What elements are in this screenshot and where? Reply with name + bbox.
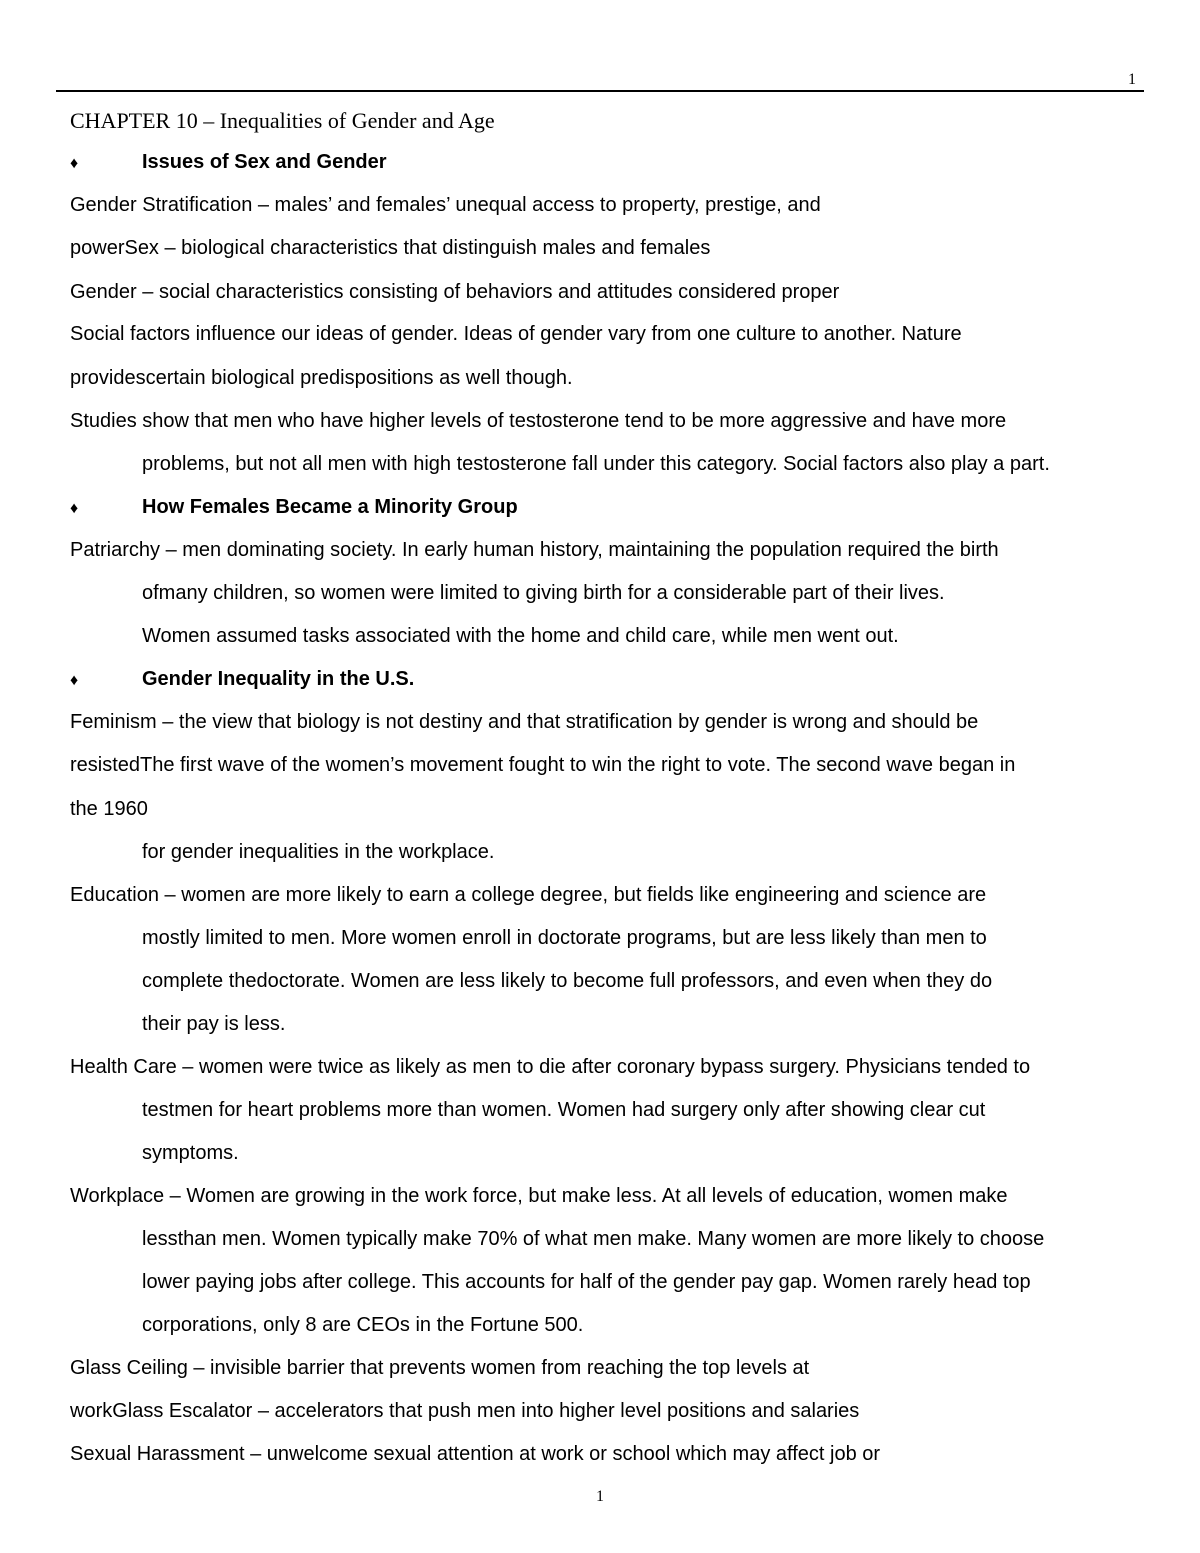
text-line: Glass Ceiling – invisible barrier that prevents women from reaching the top levels at: [70, 1357, 810, 1379]
text-line: corporations, only 8 are CEOs in the Fortune 500.: [142, 1314, 584, 1336]
text-line: Patriarchy – men dominating society. In early human history, maintaining the population required the birth: [70, 539, 999, 561]
text-line: Workplace – Women are growing in the work force, but make less. At all levels of education, women make: [70, 1185, 1008, 1207]
text-line: Education – women are more likely to earn a college degree, but fields like engineering and science are: [70, 884, 987, 906]
text-line: testmen for heart problems more than women. Women had surgery only after showing clear cut: [142, 1099, 986, 1121]
section-heading-gender-inequality-in-the-us: [70, 666, 414, 694]
text-line: Gender – social characteristics consisting of behaviors and attitudes considered proper: [70, 281, 840, 303]
text-line: symptoms.: [142, 1142, 239, 1164]
text-line: workGlass Escalator – accelerators that push men into higher level positions and salaries: [70, 1400, 860, 1422]
header-page-number: 1: [1128, 71, 1136, 88]
diamond-bullet-icon: ♦: [70, 155, 79, 172]
text-line: mostly limited to men. More women enroll in doctorate programs, but are less likely than men to: [142, 927, 987, 949]
text-line: Feminism – the view that biology is not destiny and that stratification by gender is wrong and should be: [70, 711, 979, 733]
text-line: Gender Stratification – males’ and females’ unequal access to property, prestige, and: [70, 194, 821, 216]
text-line: ofmany children, so women were limited to giving birth for a considerable part of their lives.: [142, 582, 945, 604]
text-line: Studies show that men who have higher levels of testosterone tend to be more aggressive and have more: [70, 410, 1007, 432]
text-line: problems, but not all men with high testosterone fall under this category. Social factors also play a part.: [142, 453, 1050, 475]
text-line: resistedThe first wave of the women’s movement fought to win the right to vote. The second wave began in: [70, 754, 1016, 776]
text-line: providescertain biological predispositions as well though.: [70, 367, 573, 389]
header-rule: [56, 90, 1144, 92]
section-heading-how-females-became-a-minority-group: [70, 494, 518, 522]
footer-page-number: 1: [596, 1488, 604, 1505]
text-line: Women assumed tasks associated with the home and child care, while men went out.: [142, 625, 899, 647]
text-line: powerSex – biological characteristics that distinguish males and females: [70, 237, 711, 259]
chapter-title: CHAPTER 10 – Inequalities of Gender and Age: [70, 108, 495, 133]
text-line: lessthan men. Women typically make 70% of what men make. Many women are more likely to choose: [142, 1228, 1045, 1250]
text-line: for gender inequalities in the workplace.: [142, 841, 495, 863]
text-line: complete thedoctorate. Women are less likely to become full professors, and even when they do: [142, 970, 993, 992]
text-line: Sexual Harassment – unwelcome sexual attention at work or school which may affect job or: [70, 1443, 881, 1465]
text-line: Health Care – women were twice as likely as men to die after coronary bypass surgery. Physicians tended to: [70, 1056, 1031, 1078]
text-line: the 1960: [70, 798, 148, 820]
section-heading-issues-of-sex-and-gender: [70, 149, 387, 177]
diamond-bullet-icon: ♦: [70, 672, 79, 689]
text-line: Social factors influence our ideas of gender. Ideas of gender vary from one culture to another. Nature: [70, 323, 962, 345]
section-heading-text: How Females Became a Minority Group: [142, 496, 518, 518]
section-heading-text: Issues of Sex and Gender: [142, 151, 387, 173]
section-heading-text: Gender Inequality in the U.S.: [142, 668, 415, 690]
text-line: their pay is less.: [142, 1013, 286, 1035]
text-line: lower paying jobs after college. This accounts for half of the gender pay gap. Women rarely head top: [142, 1271, 1031, 1293]
diamond-bullet-icon: ♦: [70, 500, 79, 517]
